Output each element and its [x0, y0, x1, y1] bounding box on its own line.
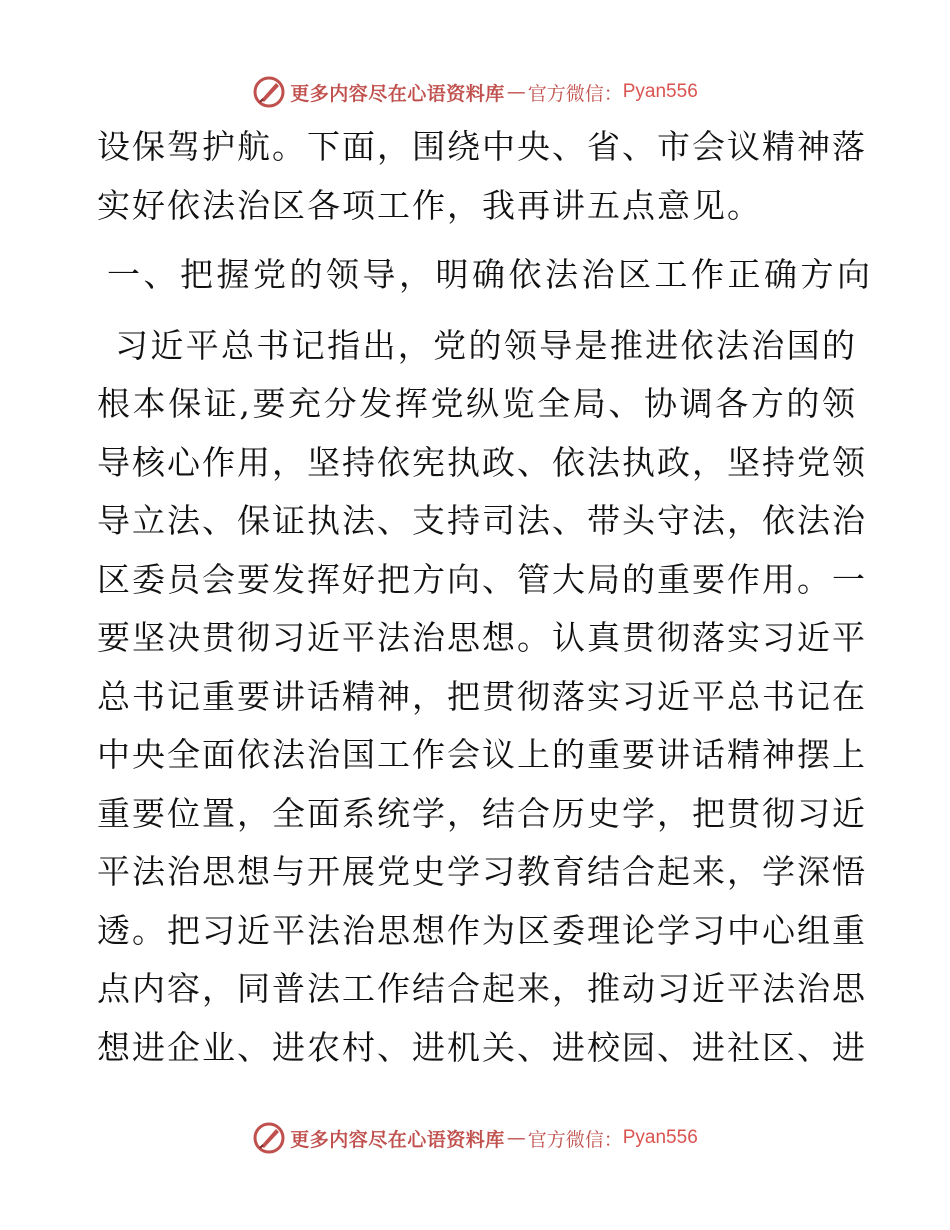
- watermark-handle: Pyan556: [622, 1127, 698, 1148]
- body-line: 总书记重要讲话精神，把贯彻落实习近平总书记在: [97, 676, 867, 716]
- document-body: [97, 118, 874, 1077]
- intro-line: 设保驾护航。下面，围绕中央、省、市会议精神落: [97, 127, 867, 166]
- body-line: 根本保证,要充分发挥党纵览全局、协调各方的领: [97, 384, 857, 423]
- section-heading: 一、把握党的领导，明确依法治区工作正确方向: [107, 255, 874, 294]
- quill-logo-icon: [252, 75, 286, 109]
- watermark-handle: Pyan556: [622, 81, 698, 102]
- body-line: 重要位置，全面系统学，结合历史学，把贯彻习近: [97, 793, 867, 833]
- body-line: 想进企业、进农村、进机关、进校园、进社区、进: [97, 1027, 867, 1067]
- intro-line: 实好依法治区各项工作，我再讲五点意见。: [97, 185, 762, 225]
- quill-logo-icon: [252, 1121, 286, 1155]
- watermark-separator: —: [506, 81, 526, 103]
- watermark-wechat-label: 官方微信：: [527, 82, 623, 105]
- body-line: 习近平总书记指出，党的领导是推进依法治国的: [115, 325, 857, 365]
- footer-watermark: [0, 1118, 950, 1158]
- body-line: 区委员会要发挥好把方向、管大局的重要作用。一: [97, 559, 867, 599]
- body-line: 导核心作用，坚持依宪执政、依法执政，坚持党领: [97, 442, 867, 482]
- body-line: 点内容，同普法工作结合起来，推动习近平法治思: [97, 969, 867, 1008]
- body-line: 导立法、保证执法、支持司法、带头守法，依法治: [97, 501, 867, 540]
- watermark-separator: —: [506, 1127, 526, 1149]
- watermark-site-text: 更多内容尽在心语资料库: [290, 1128, 505, 1151]
- body-line: 中央全面依法治国工作会议上的重要讲话精神摆上: [97, 735, 867, 774]
- body-line: 平法治思想与开展党史学习教育结合起来，学深悟: [97, 852, 867, 891]
- watermark-wechat-label: 官方微信：: [527, 1128, 623, 1151]
- watermark-site-text: 更多内容尽在心语资料库: [290, 82, 505, 105]
- header-watermark: [0, 72, 950, 112]
- body-line: 要坚决贯彻习近平法治思想。认真贯彻落实习近平: [97, 618, 867, 657]
- body-line: 透。把习近平法治思想作为区委理论学习中心组重: [97, 910, 867, 950]
